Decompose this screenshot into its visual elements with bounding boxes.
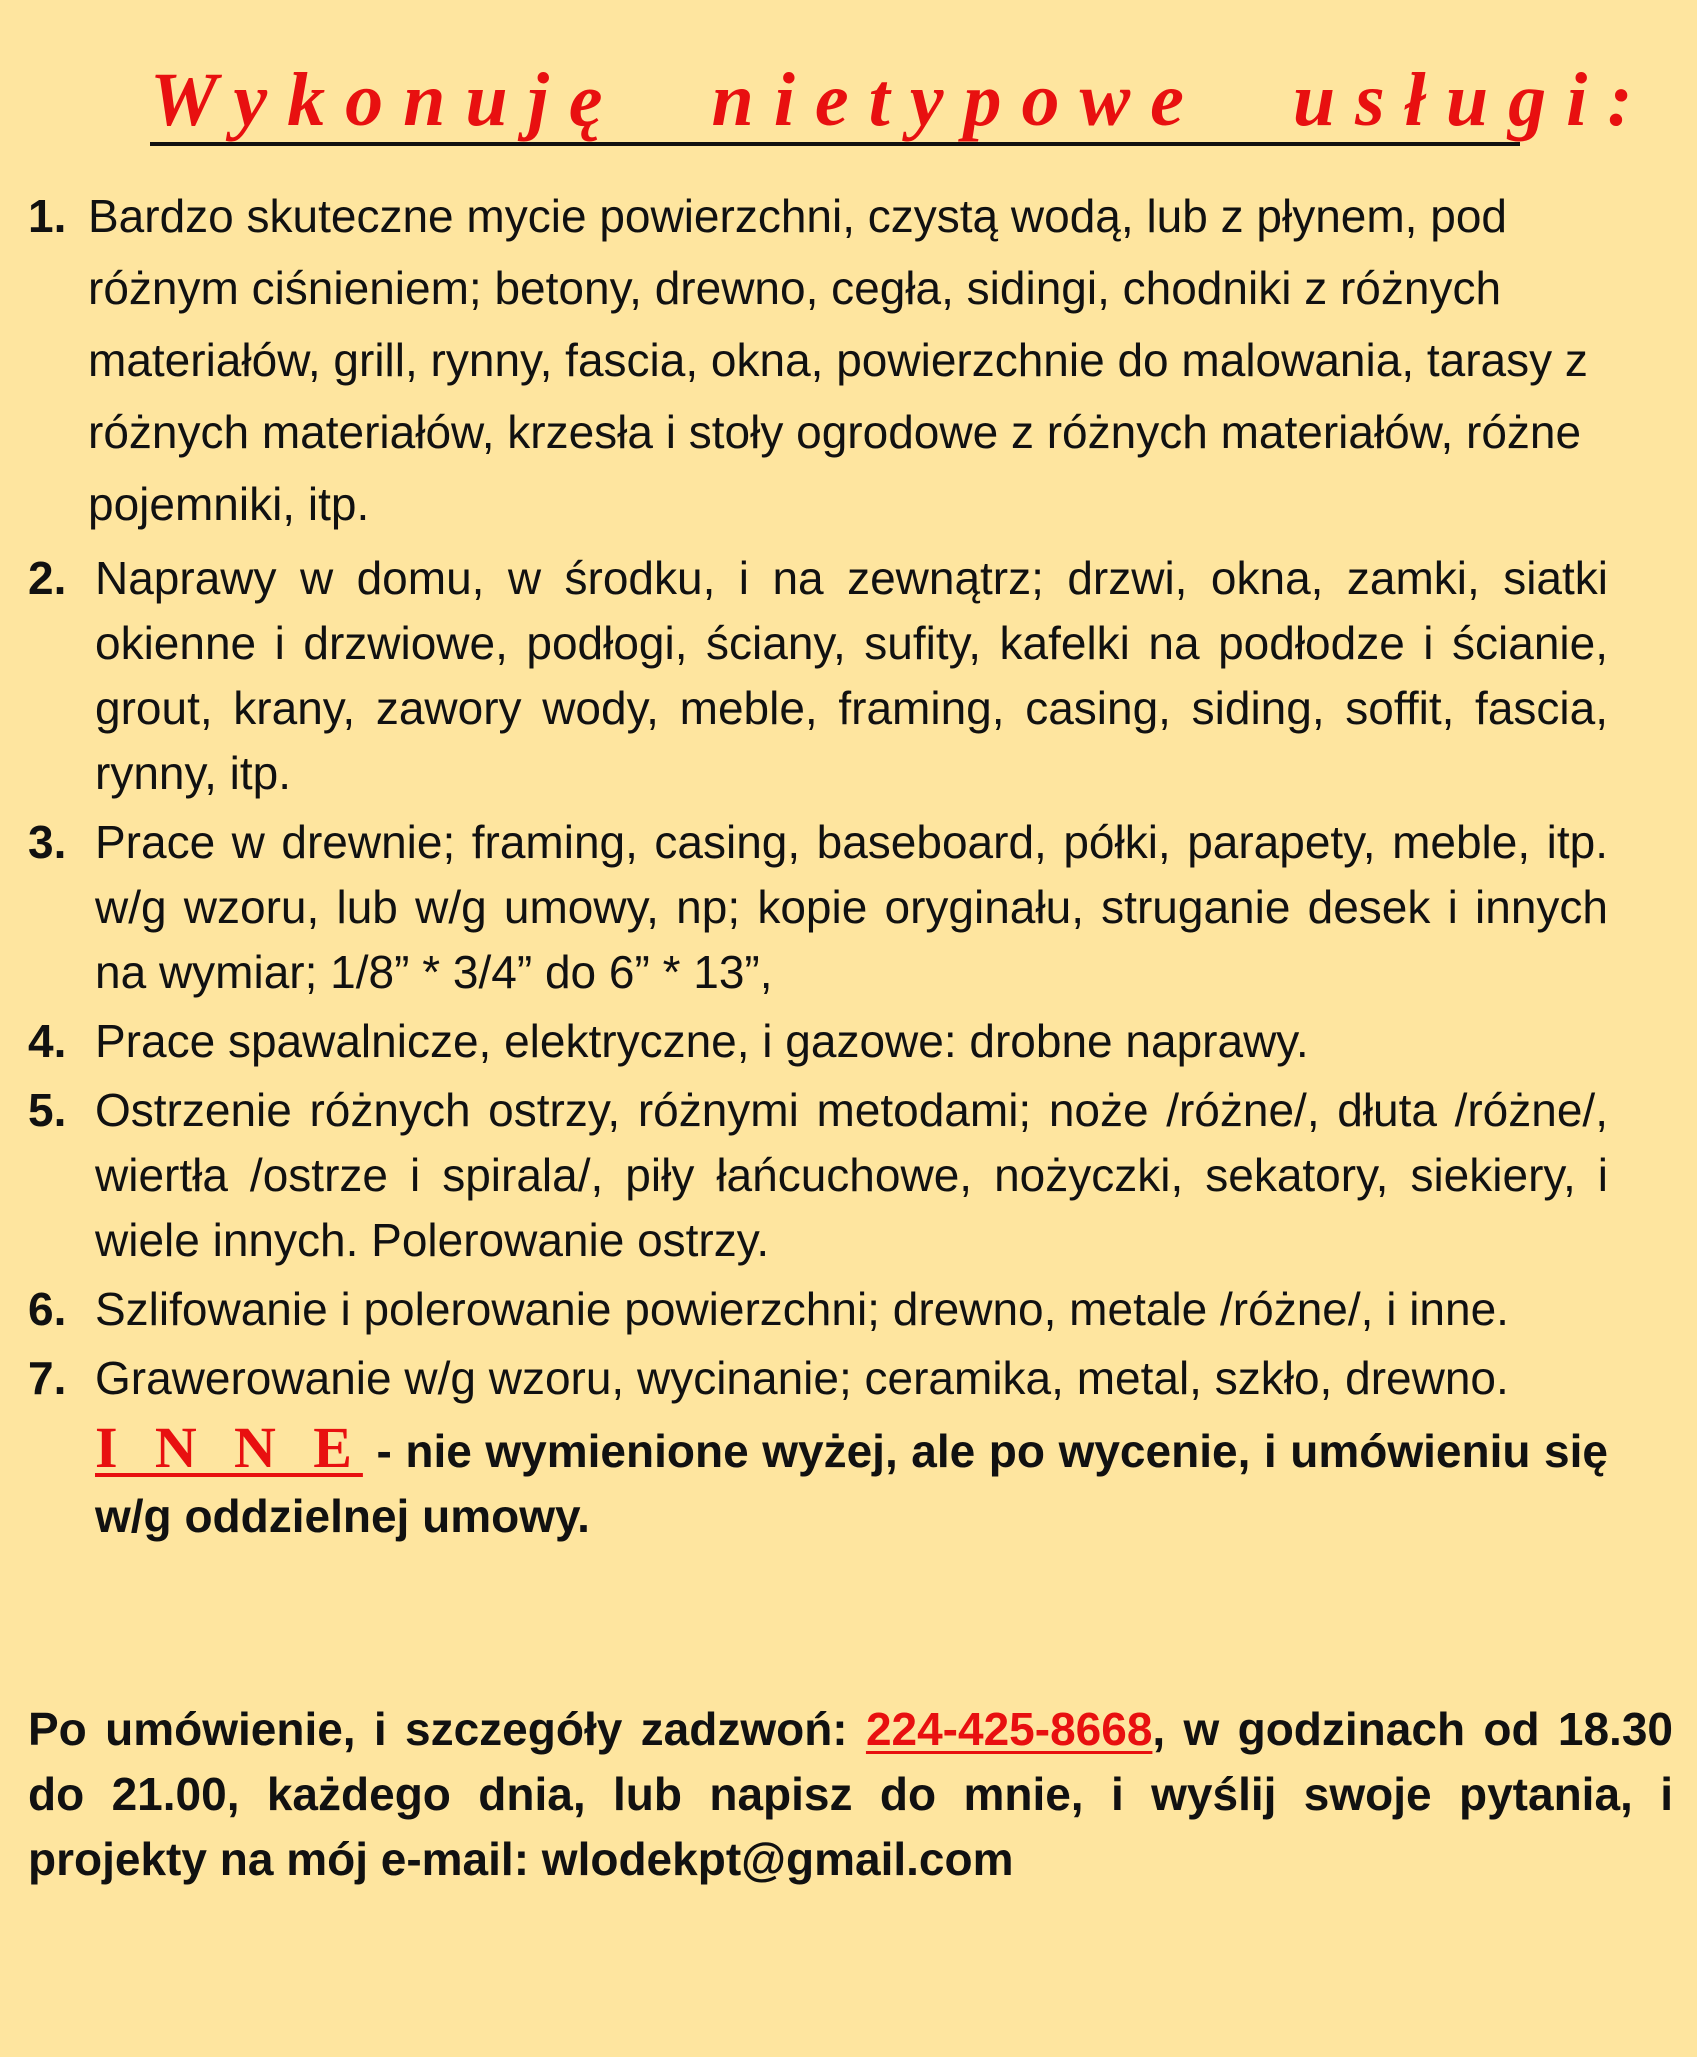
item-text: Naprawy w domu, w środku, i na zewnątrz; drzwi, okna, zamki, siatki okienne i drzwiowe, podłogi, ściany, sufity, kafelki na podłodze i ścianie, grout, krany, zawory wody, meble, framing, casing, siding, soffit, fascia, rynny, itp. — [95, 552, 1608, 799]
item-text: Szlifowanie i polerowanie powierzchni; drewno, metale /różne/, i inne. — [95, 1283, 1509, 1335]
list-item — [28, 810, 1608, 1005]
item-number: 1. — [28, 190, 67, 242]
phone-number-link[interactable]: 224-425-8668 — [865, 1703, 1153, 1755]
list-item — [28, 1346, 1608, 1411]
contact-details: , w godzinach od 18.30 do 21.00, każdego dnia, lub napisz do mnie, i wyślij swoje pytania, i projekty na mój e-mail: wlodekpt@gmail.com — [28, 1703, 1673, 1885]
item-text: Prace spawalnicze, elektryczne, i gazowe: drobne naprawy. — [95, 1015, 1309, 1067]
item-number: 4. — [28, 1015, 67, 1067]
other-label: I N N E — [95, 1415, 363, 1480]
list-item — [28, 546, 1608, 806]
item-text: Bardzo skuteczne mycie powierzchni, czystą wodą, lub z płynem, pod różnym ciśnieniem; betony, drewno, cegła, sidingi, chodniki z różnych materiałów, grill, rynny, fascia, okna, powierzchnie do malowania, tarasy z różnych materiałów, krzesła i stoły ogrodowe z różnych materiałów, różne pojemniki, itp. — [88, 190, 1588, 530]
item-number: 5. — [28, 1084, 67, 1136]
list-item — [28, 180, 1608, 540]
contact-paragraph — [28, 1697, 1673, 1892]
list-item — [28, 1009, 1608, 1074]
list-item — [28, 1277, 1608, 1342]
other-text: - nie wymienione wyżej, ale po wycenie, i umówieniu się w/g oddzielnej umowy. — [95, 1425, 1608, 1542]
item-number: 3. — [28, 816, 67, 868]
item-text: Grawerowanie w/g wzoru, wycinanie; ceramika, metal, szkło, drewno. — [95, 1352, 1509, 1404]
item-number: 6. — [28, 1283, 67, 1335]
item-text: Ostrzenie różnych ostrzy, różnymi metodami; noże /różne/, dłuta /różne/, wiertła /ostrze i spirala/, piły łańcuchowe, nożyczki, sekatory, siekiery, i wiele innych. Polerowanie ostrzy. — [95, 1084, 1608, 1266]
contact-intro: Po umówienie, i szczegóły zadzwoń: — [28, 1703, 866, 1755]
item-number: 2. — [28, 552, 67, 604]
list-item — [28, 1078, 1608, 1273]
other-services-note — [28, 1415, 1608, 1549]
title-underline — [150, 142, 1520, 146]
page-title: Wykonuję nietypowe usługi: — [150, 58, 1653, 142]
item-text: Prace w drewnie; framing, casing, baseboard, półki, parapety, meble, itp. w/g wzoru, lub w/g umowy, np; kopie oryginału, struganie desek i innych na wymiar; 1/8” * 3/4” do 6” * 13”, — [95, 816, 1608, 998]
item-number: 7. — [28, 1352, 67, 1404]
services-list — [28, 180, 1608, 1549]
